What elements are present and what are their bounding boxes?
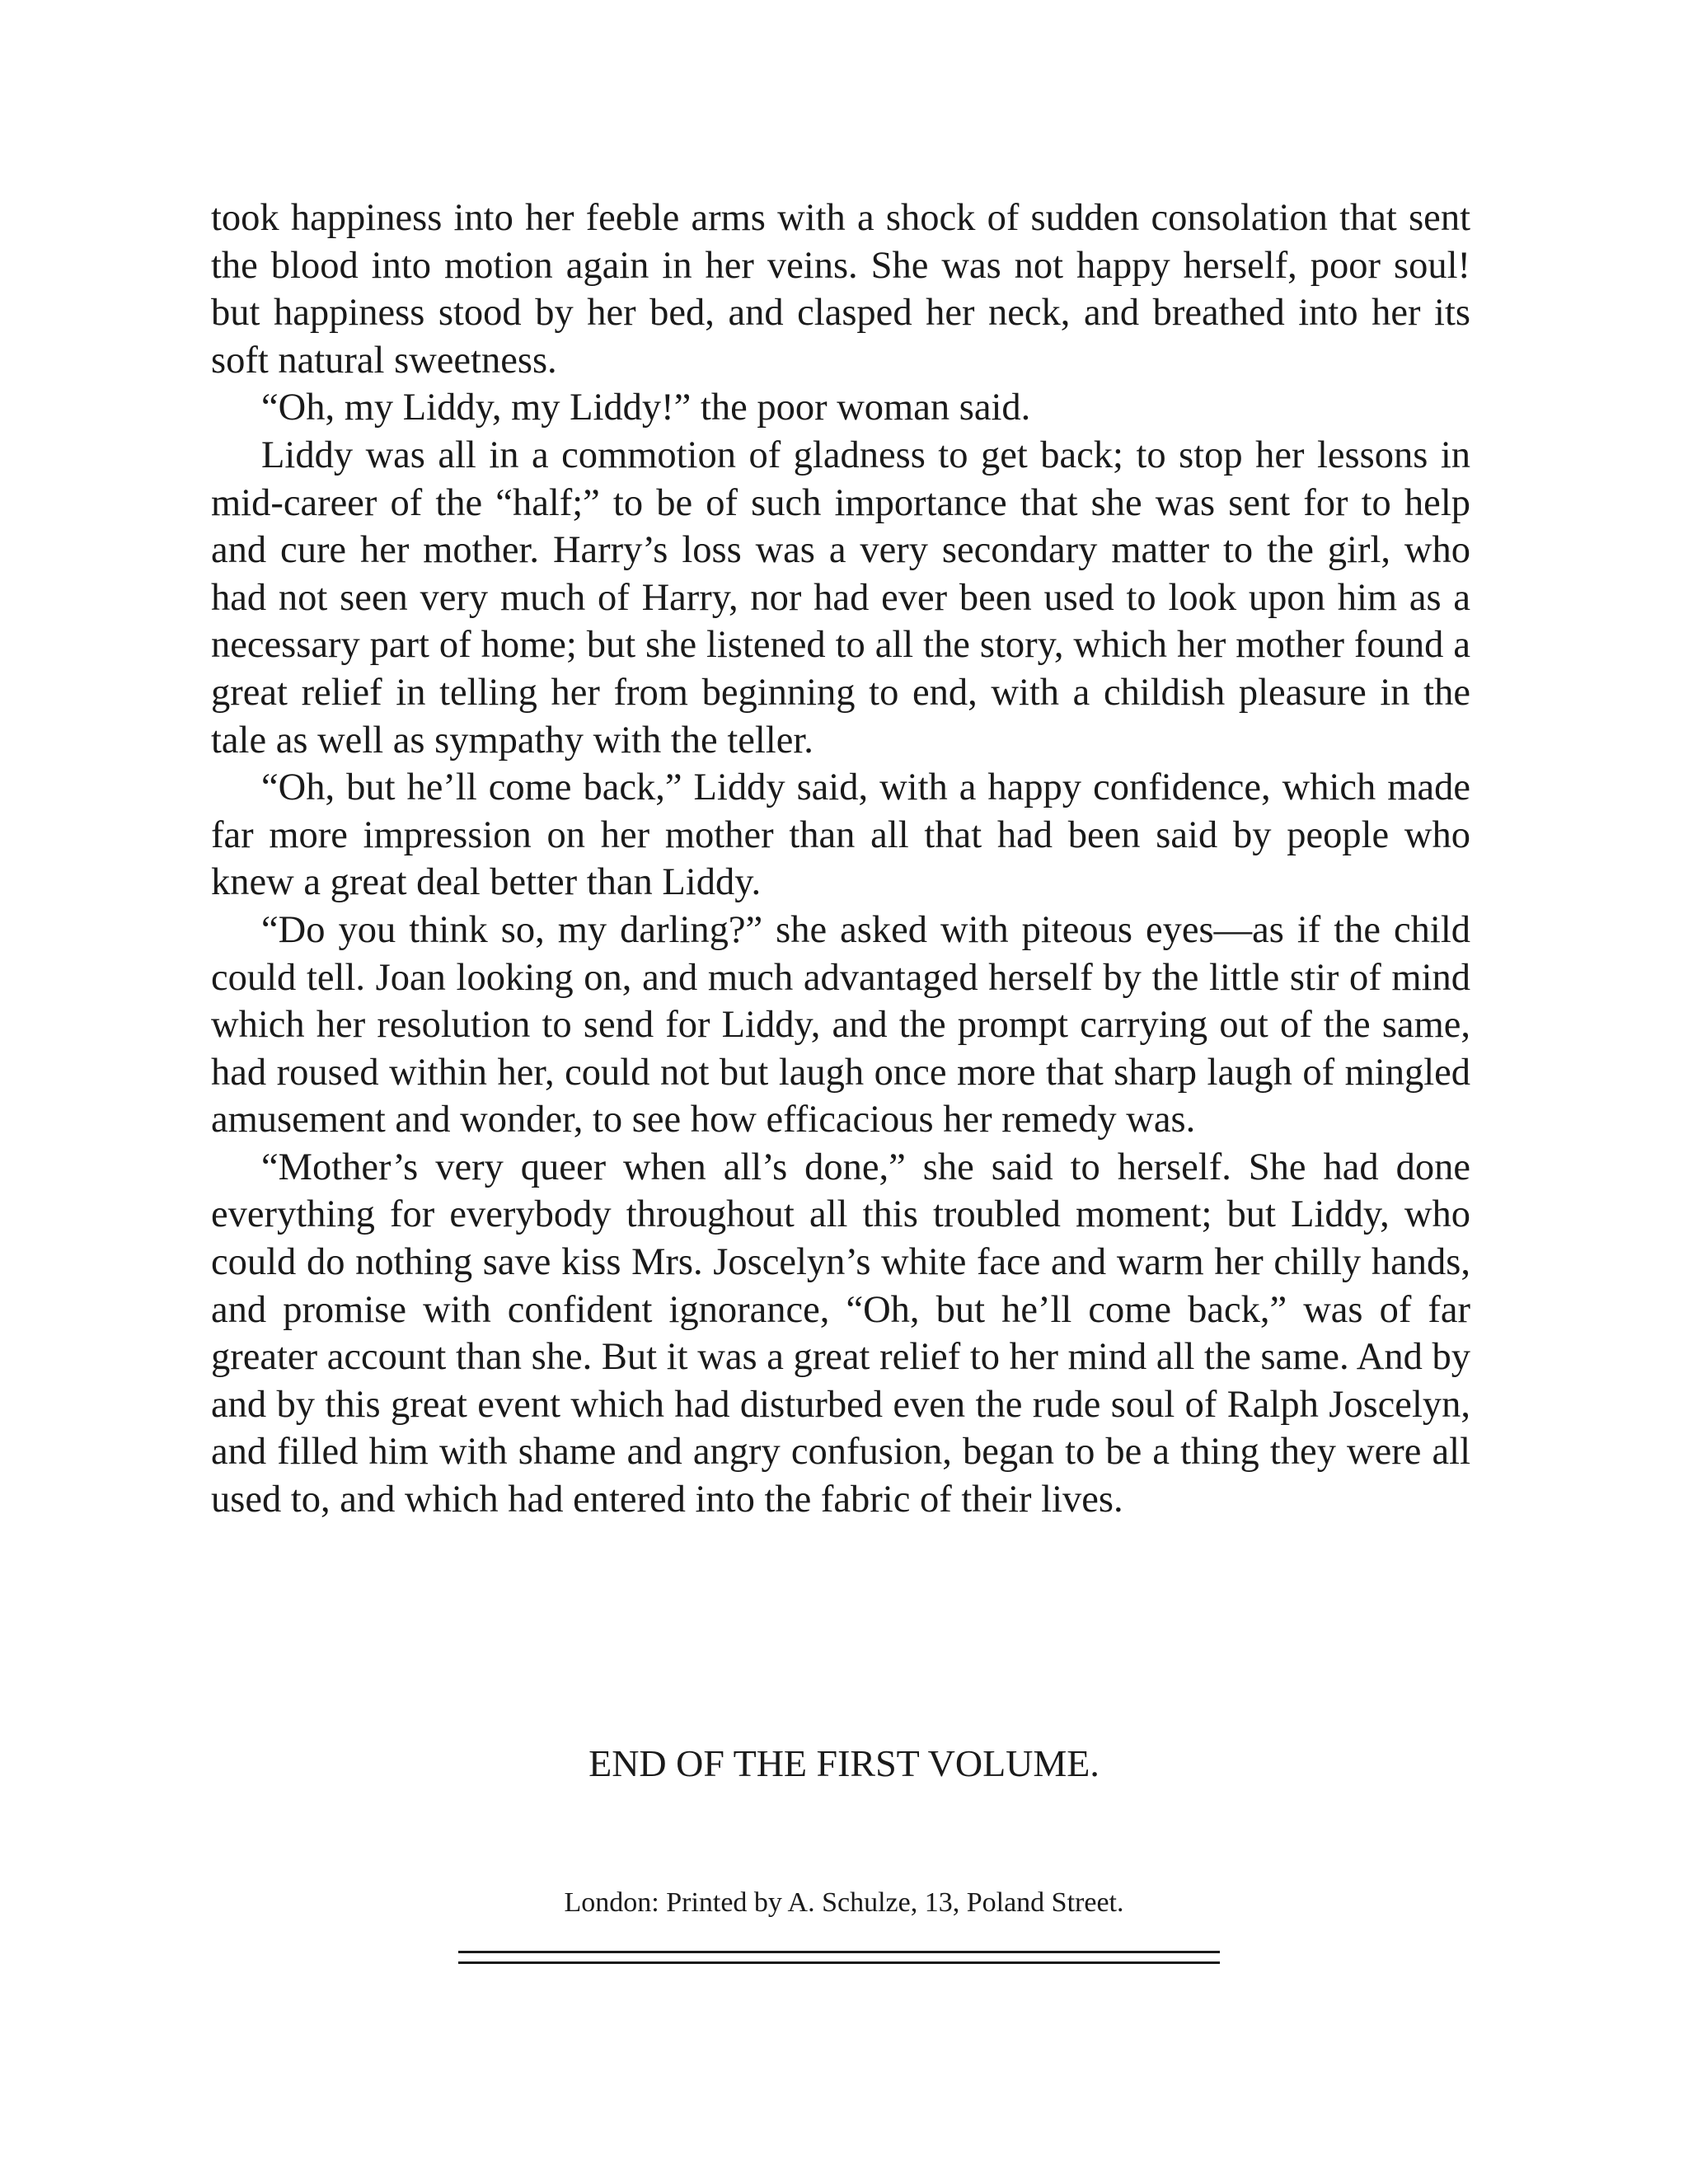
paragraph: Liddy was all in a commotion of gladness to get back; to stop her lessons in mid-career of the “half;” to be of such importance that she was sent for to help and cure her mother. Harry’s loss was a very secondary matter to the girl, who had not seen very much of Harry, nor had ever been used to look upon him as a necessary part of home; but she listened to all the story, which her mother found a great relief in telling her from beginning to end, with a childish pleasure in the tale as well as sympathy with the teller. [211, 434, 1470, 762]
paragraph: “Mother’s very queer when all’s done,” she said to herself. She had done everything for everybody throughout all this troubled moment; but Liddy, who could do nothing save kiss Mrs. Joscelyn’s white face and warm her chilly hands, and promise with confident ignorance, “Oh, but he’ll come back,” was of far greater account than she. But it was a great relief to her mind all the same. And by and by this great event which had disturbed even the rude soul of Ralph Joscelyn, and filled him with shame and angry confusion, began to be a thing they were all used to, and which had entered into the fabric of their lives. [211, 1146, 1470, 1521]
printer-imprint: London: Printed by A. Schulze, 13, Poland Street. [564, 1887, 1124, 1918]
body-text [211, 194, 1470, 1524]
paragraph-continuation: took happiness into her feeble arms with a shock of sudden consolation that sent the blood into motion again in her veins. She was not happy herself, poor soul! but happiness stood by her bed, and clasped her neck, and breathed into her its soft natural sweetness. [211, 197, 1470, 382]
paragraph: “Oh, my Liddy, my Liddy!” the poor woman said. [261, 387, 1031, 429]
paragraph: “Do you think so, my darling?” she asked with piteous eyes—as if the child could tell. Joan looking on, and much advantaged herself by the little stir of mind which her resolution to send for Liddy, and the prompt carrying out of the same, had roused within her, could not but laugh once more that sharp laugh of mingled amusement and wonder, to see how efficacious her remedy was. [211, 908, 1470, 1141]
end-of-volume-heading: END OF THE FIRST VOLUME. [588, 1742, 1100, 1784]
double-rule-divider [458, 1951, 1220, 1964]
paragraph: “Oh, but he’ll come back,” Liddy said, with a happy confidence, which made far more impression on her mother than all that had been said by people who knew a great deal better than Liddy. [211, 766, 1470, 904]
